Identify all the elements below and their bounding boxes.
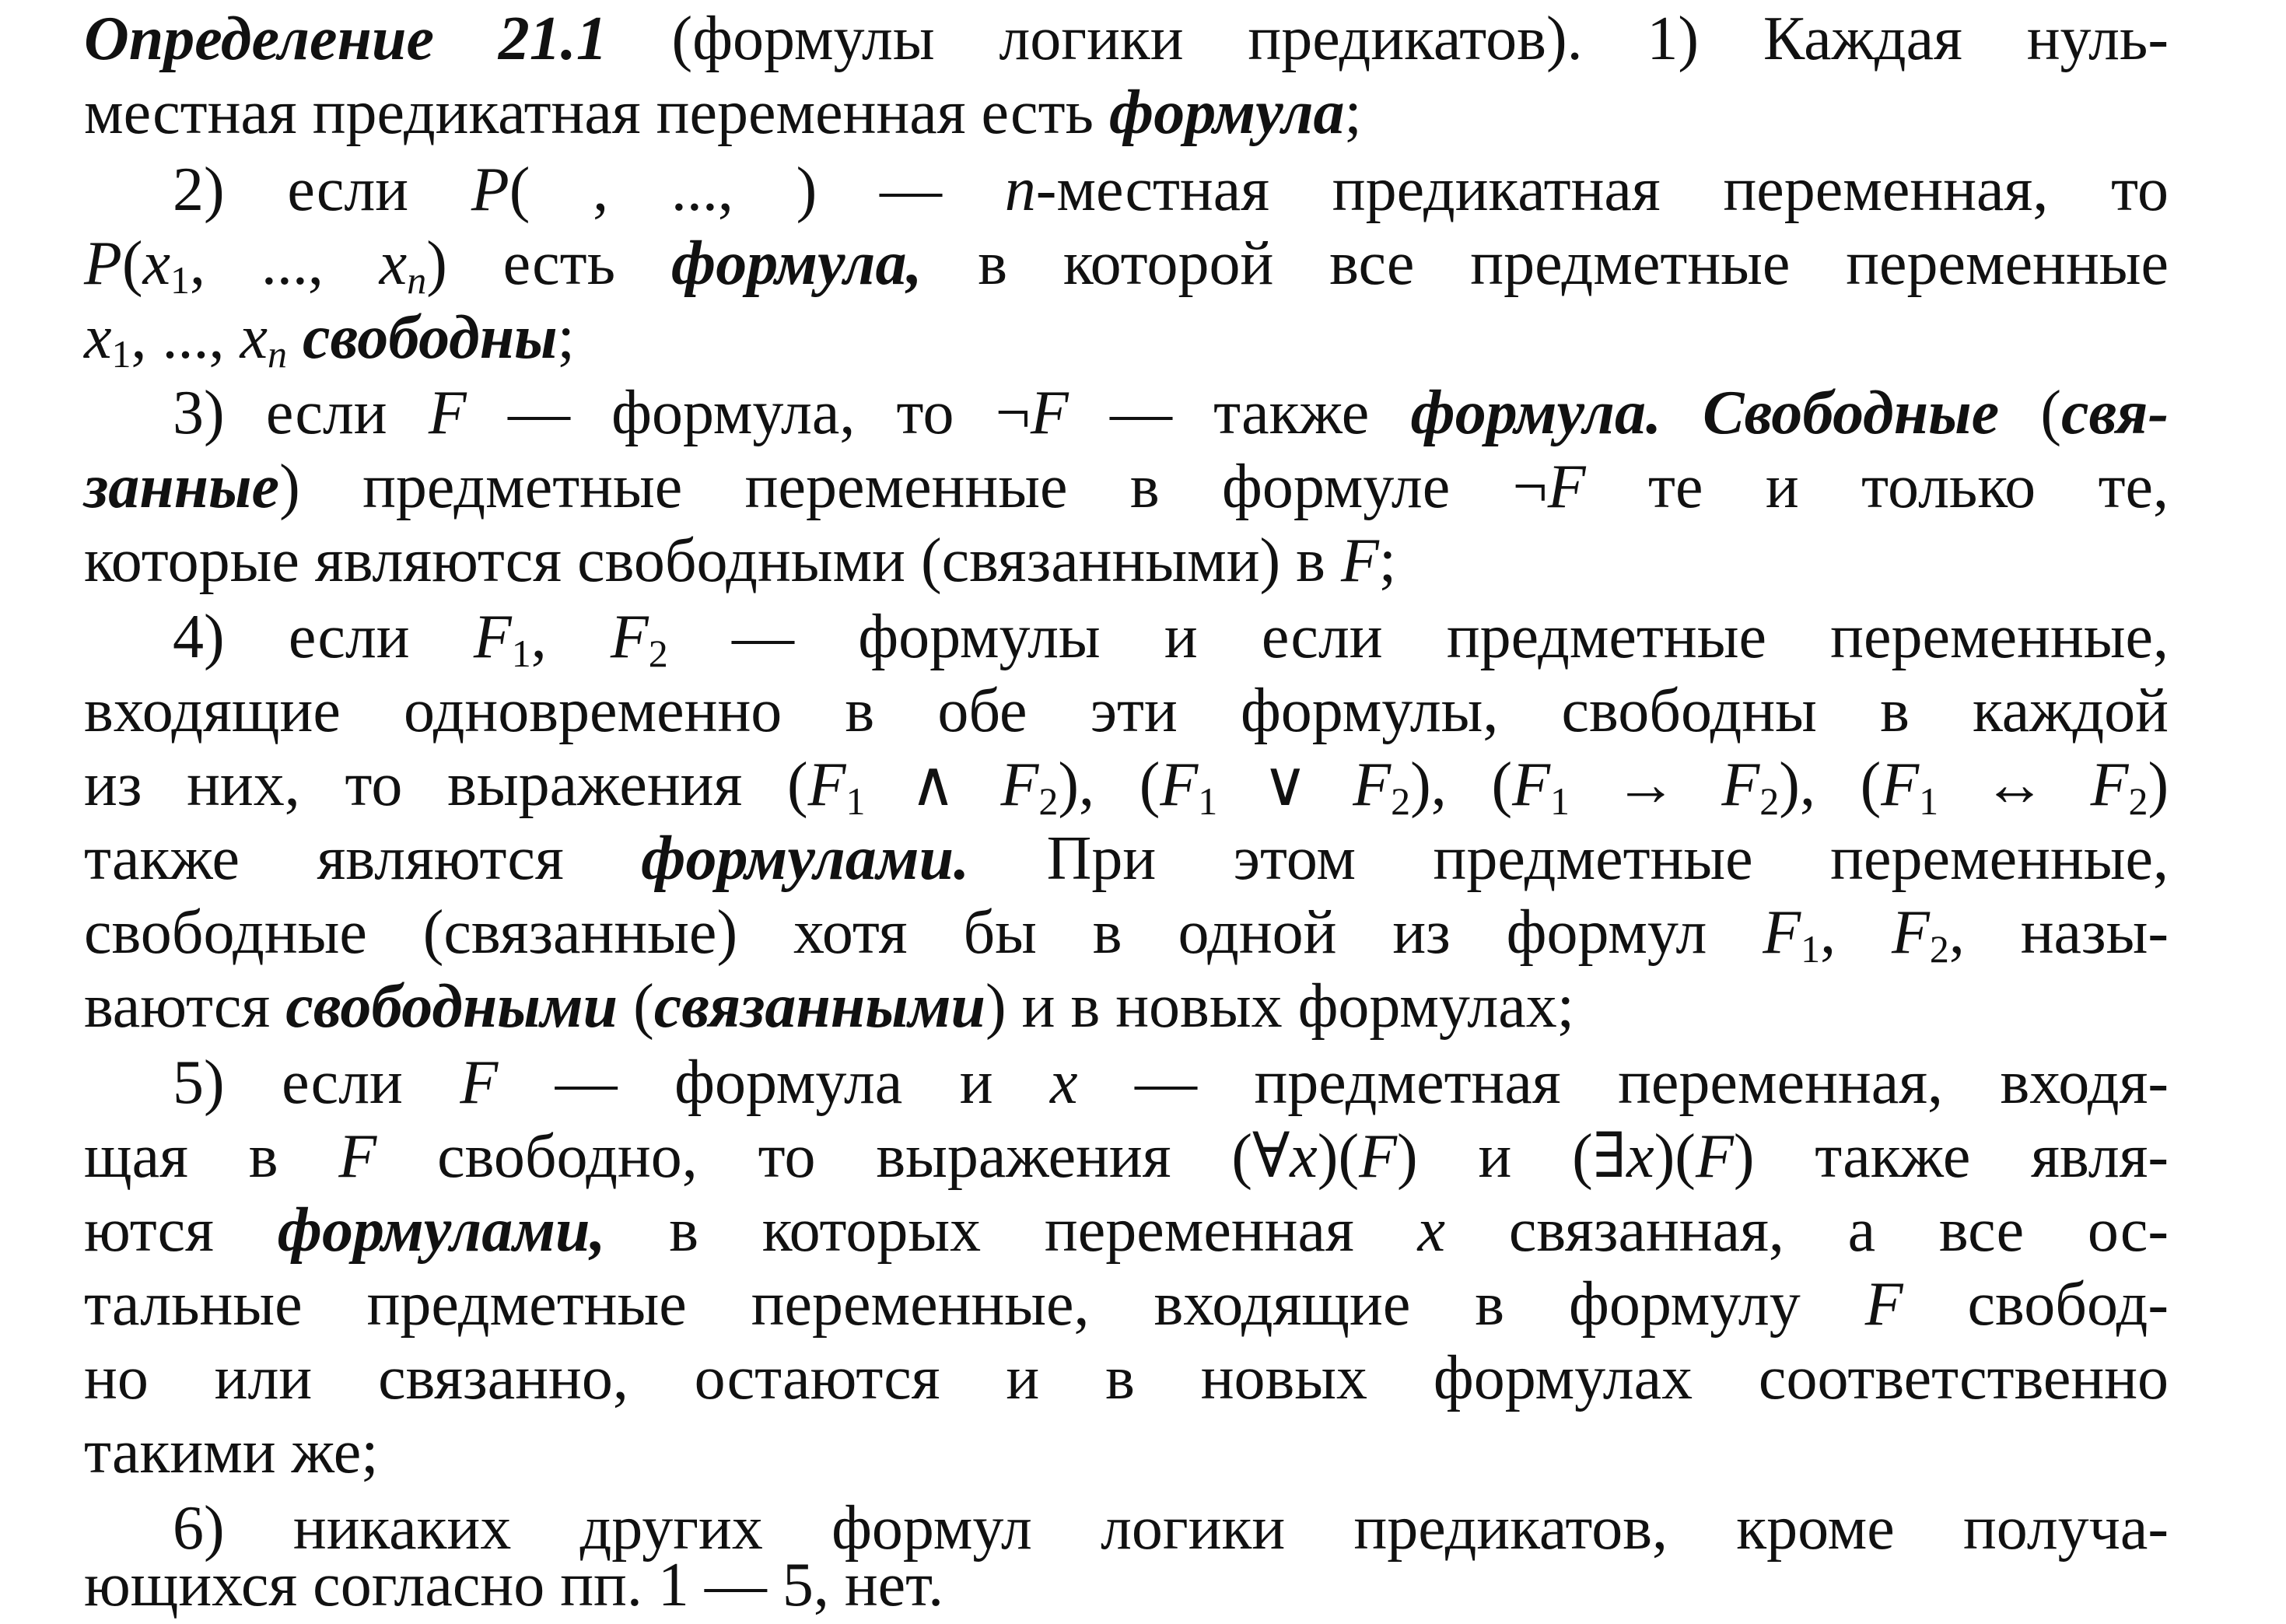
item-3-line-1: 3) если F — формула, то ¬F — также формула. Свободные (свя- [173,379,2169,447]
item-6-line-2: ющихся согласно пп. 1 — 5, нет. [84,1551,944,1619]
item-2-line-1: 2) если P( , ..., ) — n-местная предикатная переменная, то [173,156,2169,224]
item-5-line-4: тальные предметные переменные, входящие в формулу F свобод- [84,1270,2169,1339]
item-4-line-3: из них, то выражения (F1 ∧ F2), (F1 ∨ F2), (F1 → F2), (F1 ↔ F2) [84,751,2169,823]
definition-line-2: местная предикатная переменная есть формула; [84,79,1362,147]
item-5-line-2: щая в F свободно, то выражения (∀x)(F) и (∃x)(F) также явля- [84,1122,2169,1191]
definition-heading: Определение 21.1 [84,5,607,73]
definition-line-1: Определение 21.1 (формулы логики предикатов). 1) Каждая нуль- [84,5,2169,73]
item-5-line-5: но или связанно, остаются и в новых формулах соответственно [84,1344,2169,1412]
item-2-line-3: x1, ..., xn свободны; [84,303,575,376]
item-5-line-6: такими же; [84,1418,379,1486]
item-3-line-2: занные) предметные переменные в формуле ¬F те и только те, [84,453,2169,521]
item-5-line-3: ются формулами, в которых переменная x связанная, а все ос- [84,1196,2169,1265]
item-4-line-6: ваются свободными (связанными) и в новых формулах; [84,972,1574,1041]
item-6-line-1: 6) никаких других формул логики предикатов, кроме получа- [173,1494,2169,1563]
item-4-line-1: 4) если F1, F2 — формулы и если предметные переменные, [173,603,2169,675]
item-2-line-2: P(x1, ..., xn) есть формула, в которой все предметные переменные [84,229,2169,302]
item-4-line-2: входящие одновременно в обе эти формулы, свободны в каждой [84,677,2169,745]
item-5-line-1: 5) если F — формула и x — предметная переменная, входя- [173,1048,2169,1117]
item-3-line-3: которые являются свободными (связанными) в F; [84,527,1397,595]
item-4-line-4: также являются формулами. При этом предметные переменные, [84,824,2169,893]
item-4-line-5: свободные (связанные) хотя бы в одной из формул F1, F2, назы- [84,898,2169,971]
